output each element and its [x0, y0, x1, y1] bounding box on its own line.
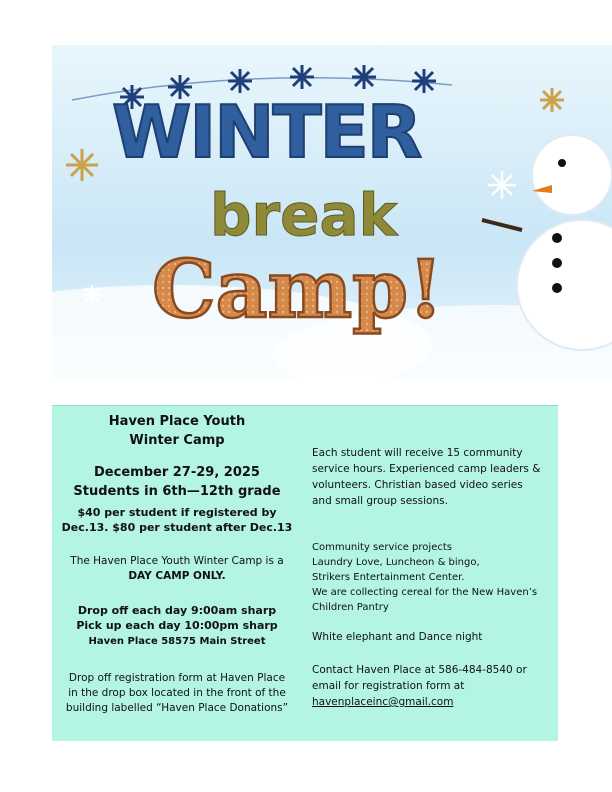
price-line-1: $40 per student if registered by [77, 506, 277, 519]
title-break: break [210, 181, 398, 249]
contact-line-2: email for registration form at [312, 680, 465, 692]
hours-line-1: Each student will receive 15 community [312, 447, 523, 459]
camp-name: Winter Camp [129, 433, 225, 448]
form-line-1: Drop off registration form at Haven Place [68, 672, 286, 684]
projects-line-3: Strikers Entertainment Center. [312, 572, 465, 583]
form-line-2: in the drop box located in the front of the [68, 687, 286, 699]
hours-line-3: volunteers. Christian based video series [312, 479, 523, 491]
projects-line-1: Community service projects [312, 542, 452, 553]
info-box [52, 405, 558, 741]
projects-line-4: We are collecting cereal for the New Haven’s [312, 587, 538, 598]
projects-line-2: Laundry Love, Luncheon & bingo, [312, 557, 480, 568]
hours-line-4: and small group sessions. [312, 495, 448, 507]
banner-image [52, 45, 612, 380]
daycamp-line-1: The Haven Place Youth Winter Camp is a [70, 555, 284, 567]
hours-line-2: service hours. Experienced camp leaders & [312, 463, 541, 475]
dropoff-time: Drop off each day 9:00am sharp [77, 604, 277, 617]
projects-line-5: Children Pantry [312, 602, 389, 613]
pickup-time: Pick up each day 10:00pm sharp [76, 619, 278, 632]
daycamp-line-2: DAY CAMP ONLY. [128, 570, 226, 582]
org-name: Haven Place Youth [108, 414, 246, 429]
camp-address: Haven Place 58575 Main Street [88, 636, 266, 647]
form-line-3: building labelled “Haven Place Donations” [65, 702, 289, 714]
contact-line-1: Contact Haven Place at 586-484-8540 or [312, 664, 527, 676]
price-line-2: Dec.13. $80 per student after Dec.13 [61, 521, 293, 534]
camp-grades: Students in 6th—12th grade [73, 484, 281, 499]
white-elephant-night: White elephant and Dance night [312, 631, 483, 643]
title-camp: Camp! [152, 242, 444, 336]
camp-dates: December 27-29, 2025 [94, 465, 260, 480]
title-winter: WINTER [112, 90, 421, 174]
email-link[interactable]: havenplaceinc@gmail.com [312, 696, 454, 708]
